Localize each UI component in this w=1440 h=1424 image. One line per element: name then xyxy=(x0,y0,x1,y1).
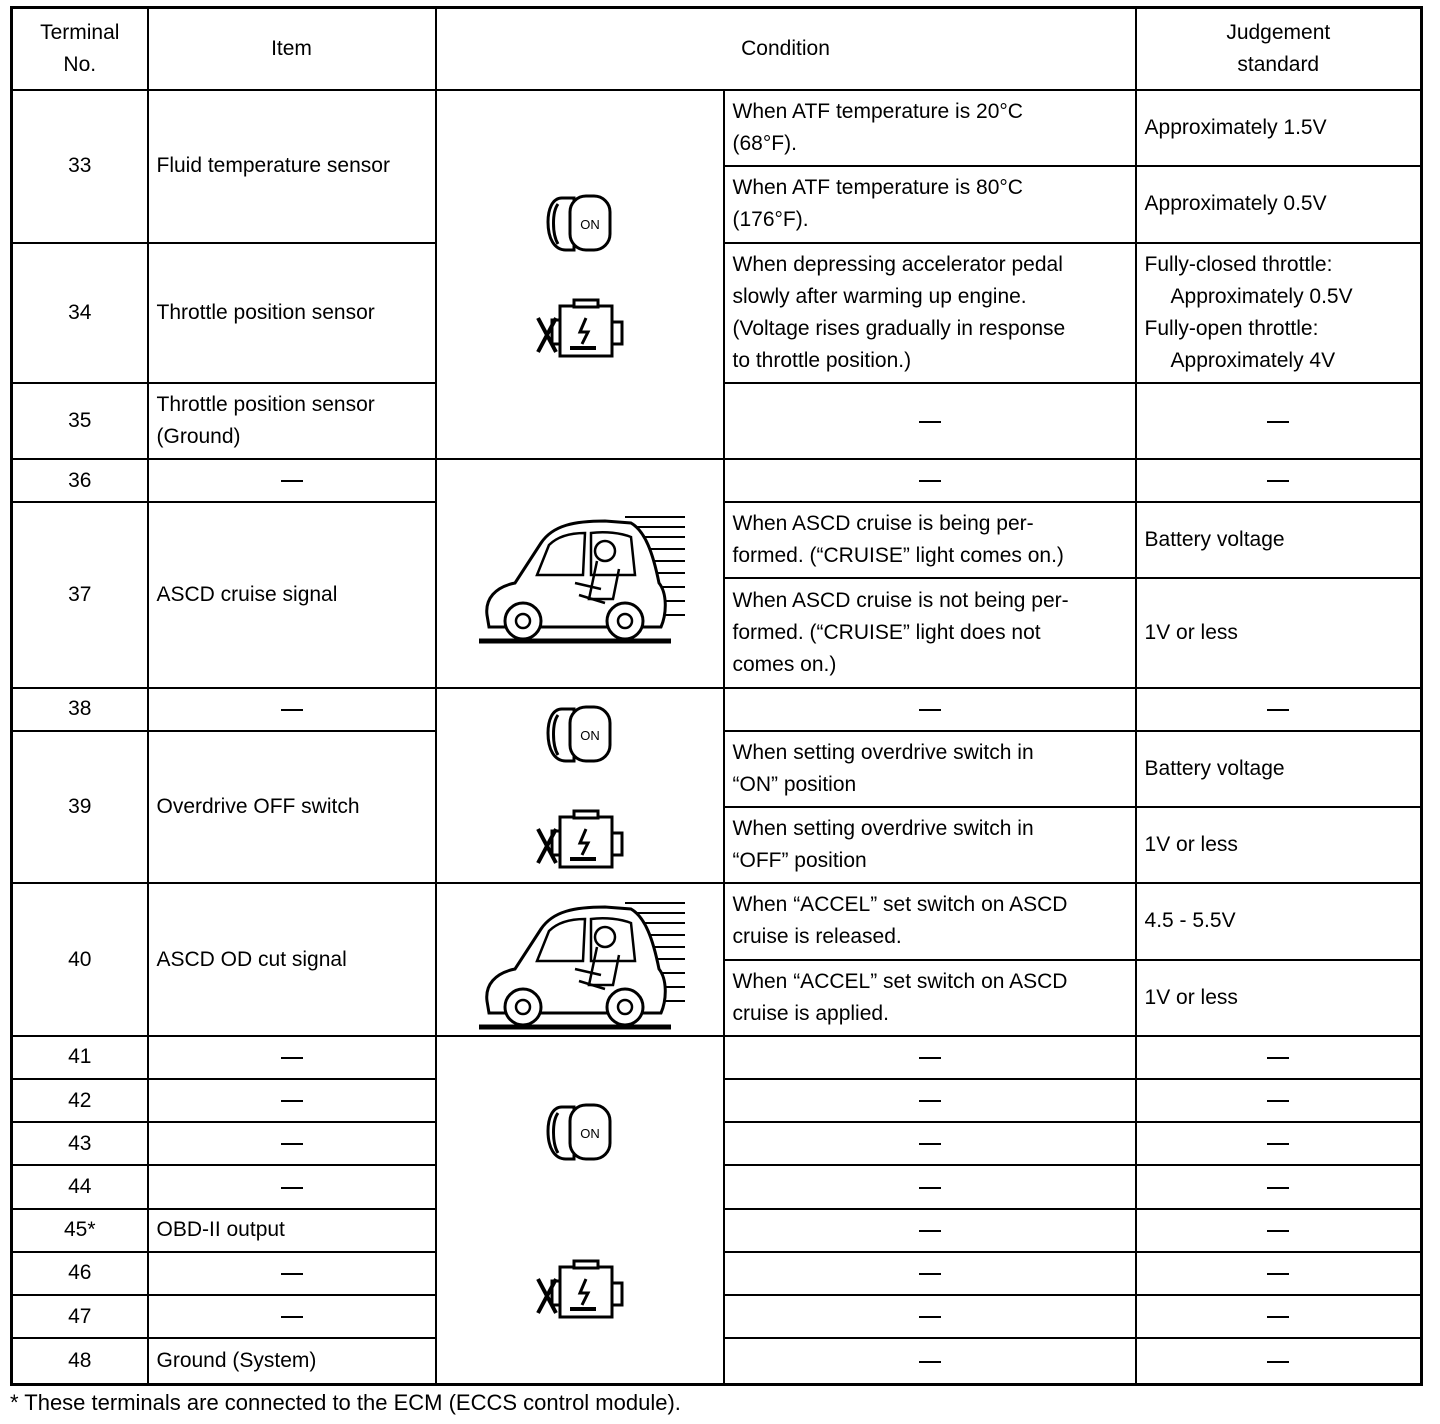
engine-running-icon xyxy=(534,809,626,873)
header-terminal-line1: Terminal xyxy=(40,20,120,44)
table-row xyxy=(12,459,1422,501)
dash-mark xyxy=(1267,1273,1289,1275)
dash-mark xyxy=(919,1057,941,1059)
condition-cell xyxy=(724,383,1136,459)
condition-line: When ATF temperature is 20°C xyxy=(732,100,1023,123)
judgement-cell: 1V or less xyxy=(1136,807,1422,883)
ignition-key-on-icon xyxy=(544,1097,616,1169)
table-row xyxy=(12,688,1422,730)
terminal-cell: 36 xyxy=(12,459,148,501)
judgement-line: Fully-open throttle: xyxy=(1144,316,1319,340)
dash-mark xyxy=(919,709,941,711)
terminal-cell: 48 xyxy=(12,1338,148,1384)
dash-mark xyxy=(1267,1316,1289,1318)
dash-mark xyxy=(281,1057,303,1059)
condition-line: When “ACCEL” set switch on ASCD xyxy=(732,893,1068,917)
condition-cell xyxy=(724,1122,1136,1165)
judgement-cell xyxy=(1136,1165,1422,1208)
condition-line: When “ACCEL” set switch on ASCD xyxy=(732,969,1068,993)
engine-running-icon xyxy=(534,1259,626,1323)
header-terminal xyxy=(12,8,148,90)
dash-mark xyxy=(281,480,303,482)
judgement-cell xyxy=(1136,383,1422,459)
dash-mark xyxy=(1267,1057,1289,1059)
header-condition: Condition xyxy=(436,8,1136,90)
dash-mark xyxy=(281,1316,303,1318)
item-cell xyxy=(148,688,436,730)
item-cell: Fluid temperature sensor xyxy=(148,90,436,243)
dash-mark xyxy=(919,480,941,482)
item-cell: ASCD cruise signal xyxy=(148,502,436,689)
dash-mark xyxy=(1267,1361,1289,1363)
judgement-cell xyxy=(1136,1252,1422,1295)
icon-cell xyxy=(436,883,724,1036)
terminal-cell: 44 xyxy=(12,1165,148,1208)
condition-cell xyxy=(724,1252,1136,1295)
driving-car-icon xyxy=(475,889,685,1031)
condition-line: “ON” position xyxy=(732,772,857,796)
condition-cell xyxy=(724,731,1136,807)
judgement-cell: Approximately 1.5V xyxy=(1136,90,1422,166)
condition-cell xyxy=(724,502,1136,578)
condition-cell xyxy=(724,1209,1136,1252)
condition-cell xyxy=(724,807,1136,883)
dash-mark xyxy=(1267,480,1289,482)
condition-line: cruise is released. xyxy=(732,925,902,949)
condition-line: to throttle position.) xyxy=(732,348,912,372)
condition-line: When setting overdrive switch in xyxy=(732,817,1034,841)
judgement-cell: 1V or less xyxy=(1136,960,1422,1036)
condition-cell xyxy=(724,90,1136,166)
condition-cell xyxy=(724,883,1136,959)
judgement-cell xyxy=(1136,1209,1422,1252)
condition-cell xyxy=(724,1165,1136,1208)
judgement-cell xyxy=(1136,1079,1422,1122)
condition-line: “OFF” position xyxy=(732,849,867,873)
terminal-cell: 46 xyxy=(12,1252,148,1295)
condition-line: formed. (“CRUISE” light comes on.) xyxy=(732,543,1064,567)
ignition-on-label: ON xyxy=(579,1125,600,1141)
dash-mark xyxy=(1267,709,1289,711)
icon-cell xyxy=(436,688,724,883)
judgement-cell xyxy=(1136,1338,1422,1384)
judgement-cell xyxy=(1136,688,1422,730)
icon-cell xyxy=(436,1036,724,1385)
item-cell: Overdrive OFF switch xyxy=(148,731,436,884)
condition-line: slowly after warming up engine. xyxy=(732,284,1027,308)
terminal-cell: 35 xyxy=(12,383,148,459)
judgement-cell: Battery voltage xyxy=(1136,502,1422,578)
dash-mark xyxy=(919,1316,941,1318)
header-judgement-line2: standard xyxy=(1237,52,1320,76)
terminal-cell: 33 xyxy=(12,90,148,243)
terminal-cell: 47 xyxy=(12,1295,148,1338)
table-row xyxy=(12,1036,1422,1079)
condition-cell xyxy=(724,688,1136,730)
condition-line: (Voltage rises gradually in response xyxy=(732,316,1066,340)
dash-mark xyxy=(281,1100,303,1102)
dash-mark xyxy=(919,1361,941,1363)
dash-mark xyxy=(1267,1230,1289,1232)
judgement-cell xyxy=(1136,1295,1422,1338)
item-line: (Ground) xyxy=(156,425,241,449)
condition-line: (176°F). xyxy=(732,208,809,232)
terminal-cell: 40 xyxy=(12,883,148,1036)
condition-cell xyxy=(724,243,1136,384)
item-cell xyxy=(148,459,436,501)
driving-car-icon xyxy=(475,503,685,645)
item-cell xyxy=(148,1122,436,1165)
terminal-cell: 37 xyxy=(12,502,148,689)
condition-line: formed. (“CRUISE” light does not xyxy=(732,621,1041,645)
judgement-line: Fully-closed throttle: xyxy=(1144,252,1333,276)
judgement-cell xyxy=(1136,459,1422,501)
condition-line: When ATF temperature is 80°C xyxy=(732,176,1023,200)
item-cell: ASCD OD cut signal xyxy=(148,883,436,1036)
item-cell: OBD-II output xyxy=(148,1209,436,1252)
dash-mark xyxy=(1267,1100,1289,1102)
condition-line: When ASCD cruise is being per- xyxy=(732,511,1034,535)
condition-line: When setting overdrive switch in xyxy=(732,740,1034,764)
terminal-cell: 38 xyxy=(12,688,148,730)
header-terminal-line2: No. xyxy=(63,52,97,76)
dash-mark xyxy=(919,1100,941,1102)
table-row xyxy=(12,883,1422,959)
dash-mark xyxy=(919,1273,941,1275)
judgement-line: Approximately 4V xyxy=(1170,348,1336,372)
item-line: Throttle position sensor xyxy=(156,393,375,417)
terminal-cell: 43 xyxy=(12,1122,148,1165)
footnote: * These terminals are connected to the ECM (ECCS control module). xyxy=(10,1390,681,1415)
header-judgement-line1: Judgement xyxy=(1226,20,1331,44)
judgement-line: Approximately 0.5V xyxy=(1170,284,1353,308)
judgement-cell: Approximately 0.5V xyxy=(1136,166,1422,242)
item-cell xyxy=(148,1036,436,1079)
terminal-cell: 45* xyxy=(12,1209,148,1252)
item-cell xyxy=(148,1165,436,1208)
condition-cell xyxy=(724,1036,1136,1079)
dash-mark xyxy=(281,1143,303,1145)
condition-line: comes on.) xyxy=(732,653,837,677)
item-cell xyxy=(148,1252,436,1295)
header-row xyxy=(12,8,1422,90)
engine-running-icon xyxy=(534,298,626,362)
judgement-cell xyxy=(1136,1036,1422,1079)
item-cell xyxy=(148,383,436,459)
ignition-key-on-icon xyxy=(544,699,616,771)
header-item: Item xyxy=(148,8,436,90)
ignition-on-label: ON xyxy=(579,727,600,743)
item-cell: Throttle position sensor xyxy=(148,243,436,384)
terminal-cell: 34 xyxy=(12,243,148,384)
condition-line: cruise is applied. xyxy=(732,1001,889,1025)
condition-line: When ASCD cruise is not being per- xyxy=(732,589,1069,613)
table-row xyxy=(12,90,1422,166)
dash-mark xyxy=(919,1143,941,1145)
condition-cell xyxy=(724,960,1136,1036)
condition-cell xyxy=(724,1079,1136,1122)
judgement-cell xyxy=(1136,243,1422,384)
dash-mark xyxy=(1267,1187,1289,1189)
terminal-cell: 42 xyxy=(12,1079,148,1122)
condition-cell xyxy=(724,1295,1136,1338)
dash-mark xyxy=(919,1230,941,1232)
terminal-cell: 41 xyxy=(12,1036,148,1079)
dash-mark xyxy=(281,709,303,711)
terminal-cell: 39 xyxy=(12,731,148,884)
ignition-on-label: ON xyxy=(579,216,600,232)
terminal-spec-table xyxy=(10,6,1423,1386)
dash-mark xyxy=(919,421,941,423)
header-judgement xyxy=(1136,8,1422,90)
dash-mark xyxy=(281,1273,303,1275)
judgement-cell: 1V or less xyxy=(1136,578,1422,688)
judgement-cell: Battery voltage xyxy=(1136,731,1422,807)
condition-line: When depressing accelerator pedal xyxy=(732,252,1063,276)
dash-mark xyxy=(281,1187,303,1189)
judgement-cell: 4.5 - 5.5V xyxy=(1136,883,1422,959)
item-cell xyxy=(148,1079,436,1122)
condition-line: (68°F). xyxy=(732,132,797,155)
item-cell xyxy=(148,1295,436,1338)
dash-mark xyxy=(1267,1143,1289,1145)
condition-cell xyxy=(724,1338,1136,1384)
ignition-key-on-icon xyxy=(544,188,616,260)
icon-cell xyxy=(436,90,724,460)
condition-cell xyxy=(724,459,1136,501)
judgement-cell xyxy=(1136,1122,1422,1165)
icon-cell xyxy=(436,459,724,688)
dash-mark xyxy=(919,1187,941,1189)
condition-cell xyxy=(724,166,1136,242)
condition-cell xyxy=(724,578,1136,688)
item-cell: Ground (System) xyxy=(148,1338,436,1384)
dash-mark xyxy=(1267,421,1289,423)
